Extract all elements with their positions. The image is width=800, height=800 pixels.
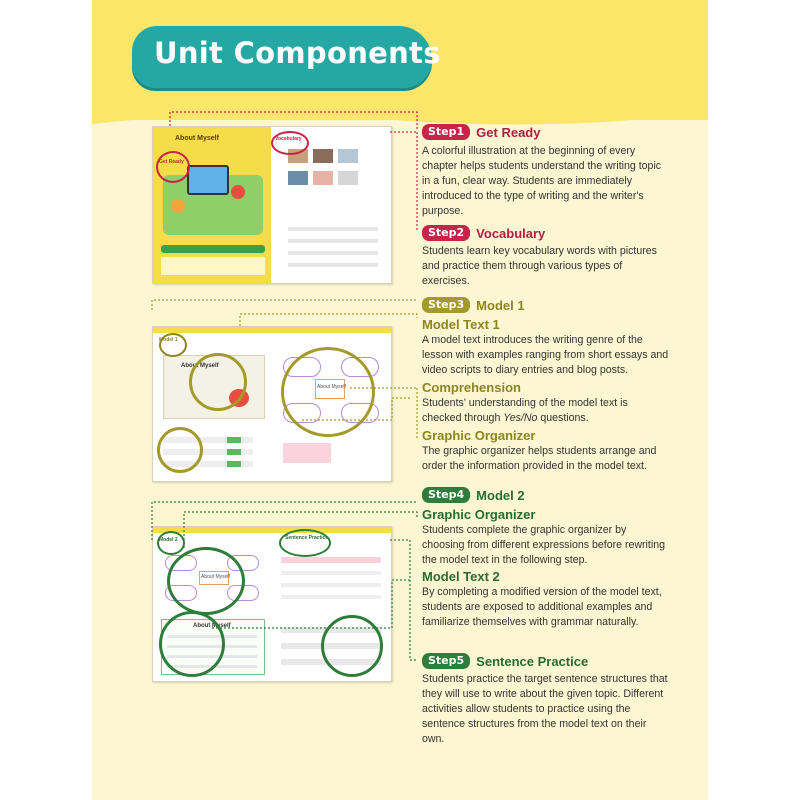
graphic-organizer-2-title: Graphic Organizer xyxy=(422,507,536,522)
tab-model-2-mini: Model 2 xyxy=(159,537,178,543)
step-2-title: Vocabulary xyxy=(476,225,546,241)
tab-get-ready-mini: Get Ready xyxy=(159,159,184,165)
tab-model-1-mini: Model 1 xyxy=(159,337,178,343)
step-1-title: Get Ready xyxy=(476,124,541,140)
step-3-title: Model 1 xyxy=(476,297,525,313)
step-3-heading xyxy=(422,297,525,313)
thumbnail-model-1 xyxy=(152,326,392,482)
step-4-title: Model 2 xyxy=(476,487,525,503)
tab-vocabulary-mini: Vocabulary xyxy=(275,136,302,142)
step-descriptions xyxy=(422,0,672,800)
unit-title-mini: About Myself xyxy=(175,135,219,142)
step-5-title: Sentence Practice xyxy=(476,653,589,669)
model-text-2-title-mini: About Myself xyxy=(193,623,231,629)
graphic-organizer-1-title: Graphic Organizer xyxy=(422,428,536,443)
organizer-center-mini: About Myself xyxy=(317,384,346,390)
step-1-text: A colorful illustration at the beginning of every chapter helps students understand the writing topic in a fun, clear way. Students are immediately introduced to the type of writing and the writer's purpose. xyxy=(422,145,662,217)
step-4-heading xyxy=(422,487,525,503)
step-1-heading xyxy=(422,124,540,140)
step-2-badge: Step2 xyxy=(422,225,470,241)
step-1-badge: Step1 xyxy=(422,124,470,140)
step-5-text: Students practice the target sentence structures that they will use to write about the given topic. Different activities allow students to practice using the sentence structures from the model text on their own. xyxy=(422,673,668,745)
step-5-badge: Step5 xyxy=(422,653,470,669)
graphic-organizer-1-text: The graphic organizer helps students arrange and order the information provided in the model text. xyxy=(422,445,657,472)
thumbnail-get-ready xyxy=(152,126,392,284)
thumbnail-model-2 xyxy=(152,526,392,682)
step-5-heading xyxy=(422,653,588,669)
comprehension-text: Students' understanding of the model text is checked through Yes/No questions. xyxy=(422,397,628,424)
model-text-1-text: A model text introduces the writing genre of the lesson with examples ranging from short essays and video scripts to diary entries and blog posts. xyxy=(422,334,669,376)
page xyxy=(92,0,708,800)
model-text-2-title: Model Text 2 xyxy=(422,569,500,584)
model-text-2-text: By completing a modified version of the model text, students are exposed to additional examples and familiarize themselves with grammar naturally. xyxy=(422,586,662,628)
model-text-1-title: Model Text 1 xyxy=(422,317,500,332)
step-2-text: Students learn key vocabulary words with pictures and practice them through various types of exercises. xyxy=(422,245,657,287)
tab-sentence-practice-mini: Sentence Practice xyxy=(285,535,329,541)
step-2-heading xyxy=(422,225,545,241)
comprehension-title: Comprehension xyxy=(422,380,521,395)
organizer-center-mini-2: About Myself xyxy=(201,574,230,580)
step-4-badge: Step4 xyxy=(422,487,470,503)
step-3-badge: Step3 xyxy=(422,297,470,313)
page-title: Unit Components xyxy=(154,36,441,70)
graphic-organizer-2-text: Students complete the graphic organizer by choosing from different expressions before rewriting the model text in the following step. xyxy=(422,524,665,566)
model-title-mini: About Myself xyxy=(181,363,219,369)
